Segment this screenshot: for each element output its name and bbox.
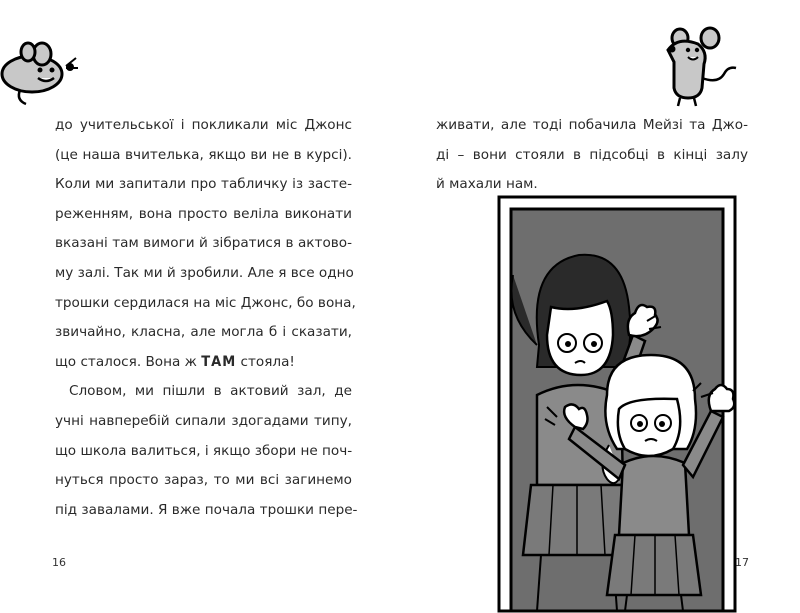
text-line: нуться просто зараз, то ми всі загинемо [55, 472, 352, 489]
text-line: ді – вони стояли в підсобці в кінці залу [436, 146, 748, 163]
page-number: 17 [735, 556, 749, 569]
text-line: що школа валиться, і якщо збори не поч- [55, 442, 353, 459]
text-line: Коли ми запитали про табличку із засте- [55, 176, 352, 193]
text-line: до учительської і покликали міс Джонс [55, 117, 352, 133]
left-text-block [55, 111, 358, 525]
text-line: учні навперебій сипали здогадами типу, [55, 412, 352, 429]
text-line: трошки сердилася на міс Джонс, бо вона, [55, 294, 356, 311]
text-line: звичайно, класна, але могла б і сказати, [55, 324, 352, 341]
text-line: вказані там вимоги й зібратися в актово- [55, 235, 352, 252]
text-line: му залі. Так ми й зробили. Але я все одно [55, 264, 354, 281]
text-line: Словом, ми пішли в актовий зал, де [69, 383, 352, 400]
girls-in-doorway-illustration [497, 195, 737, 613]
text-line: що сталося. Вона ж ТАМ стояла! [55, 353, 295, 370]
text-line: (це наша вчителька, якщо ви не в курсі). [55, 146, 352, 163]
text-line: реженням, вона просто веліла виконати [55, 205, 352, 222]
right-page [400, 0, 800, 613]
text-line: під завалами. Я вже почала трошки пере- [55, 501, 358, 518]
page-number: 16 [52, 556, 66, 569]
mouse-icon-right [664, 26, 744, 110]
right-text-block [436, 111, 748, 200]
text-line: й махали нам. [436, 176, 538, 193]
mouse-icon-left [0, 34, 80, 106]
text-line: живати, але тоді побачила Мейзі та Джо- [436, 117, 748, 133]
emphasis-text: ТАМ [201, 353, 237, 370]
